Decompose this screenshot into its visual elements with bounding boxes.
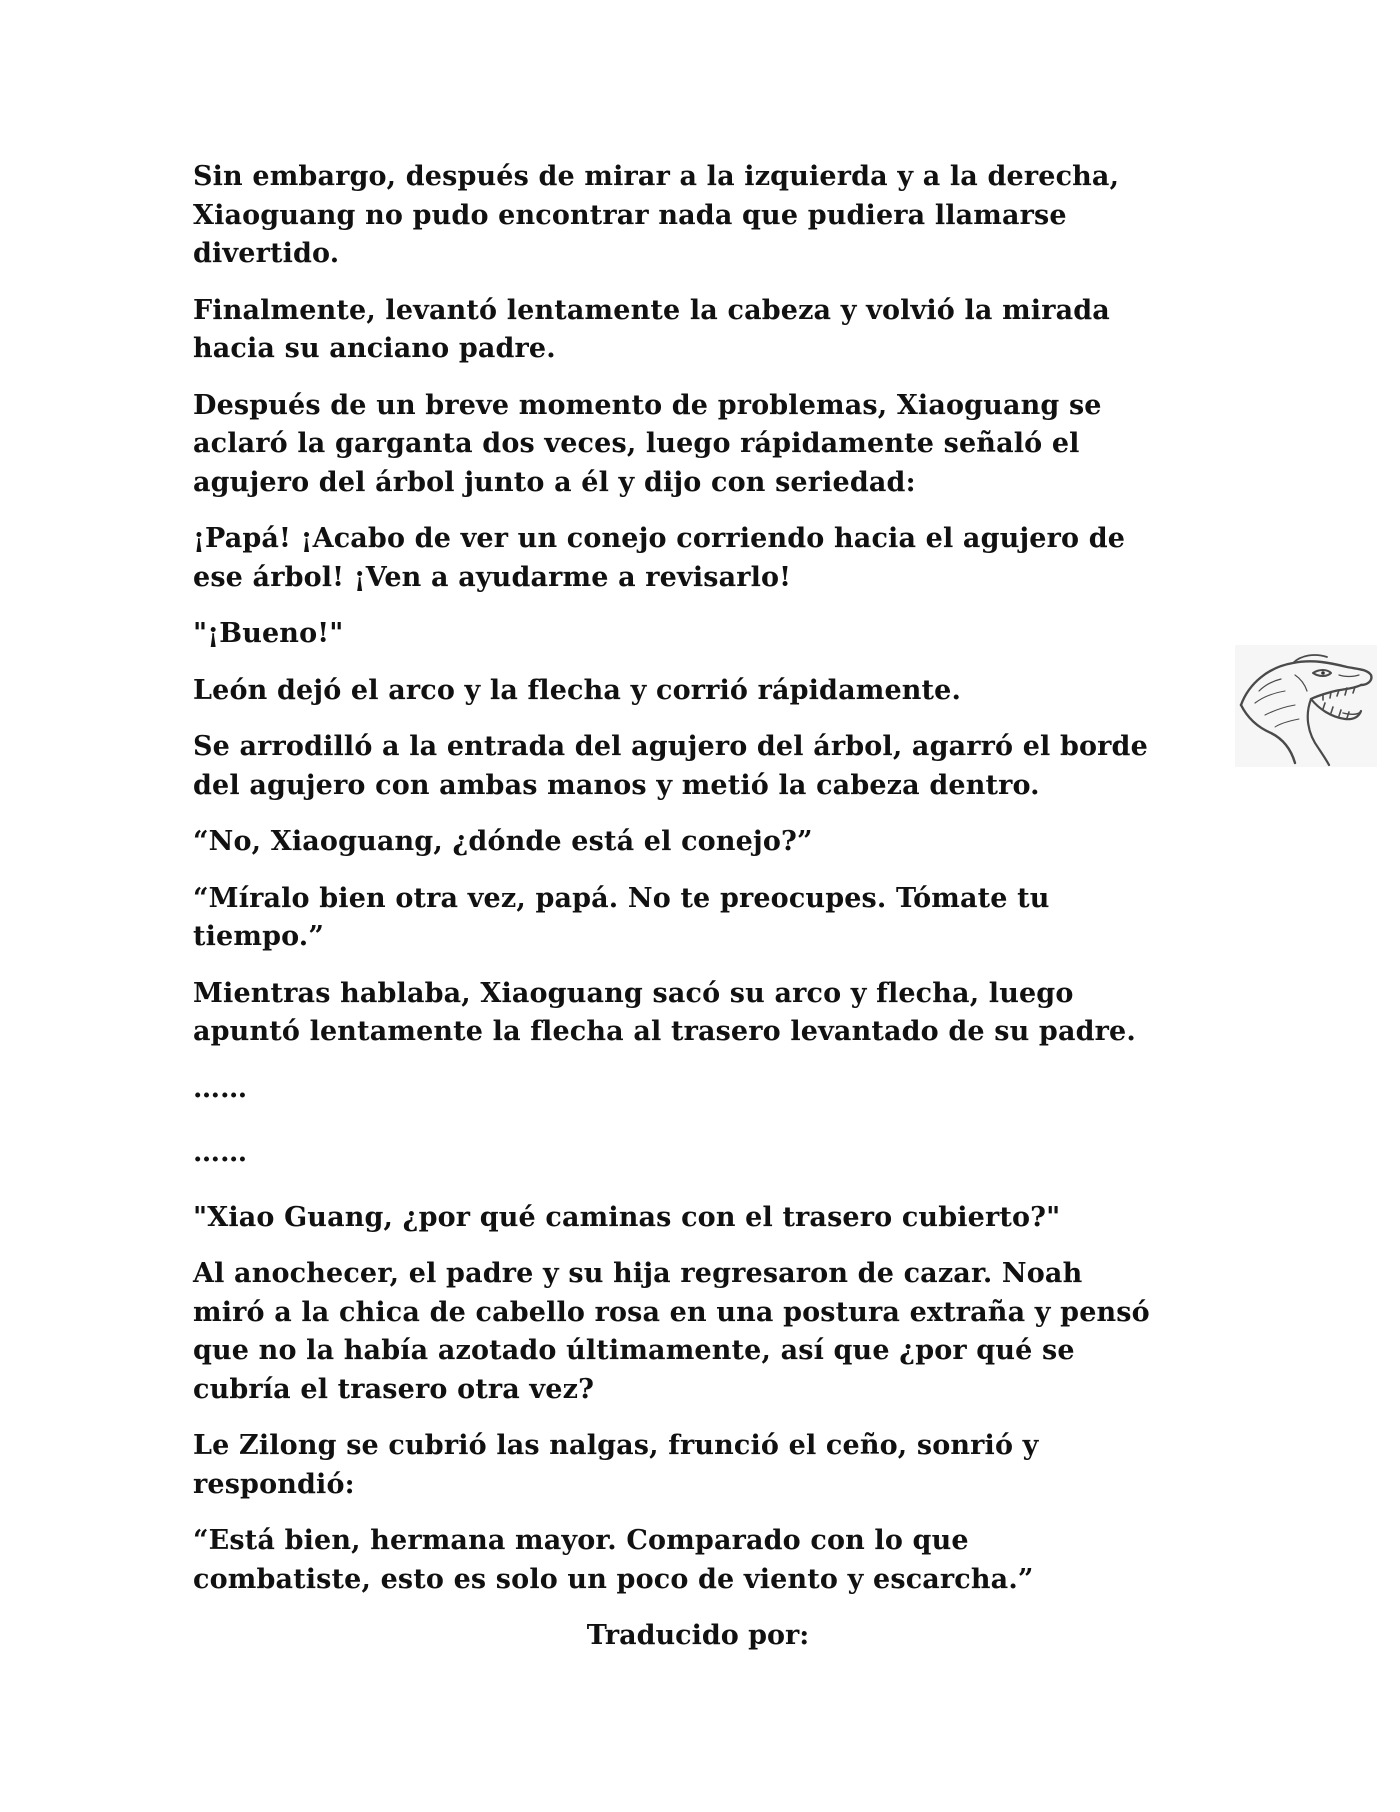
translator-credit: Traducido por: <box>586 1620 810 1651</box>
paragraph: ¡Papá! ¡Acabo de ver un conejo corriendo hacia el agujero de ese árbol! ¡Ven a ayudarme a revisarlo! <box>193 523 1126 593</box>
paragraph: Se arrodilló a la entrada del agujero del árbol, agarró el borde del agujero con ambas manos y metió la cabeza dentro. <box>193 731 1148 801</box>
paragraph: "Xiao Guang, ¿por qué caminas con el trasero cubierto?" <box>193 1201 1061 1233</box>
dinosaur-head-sketch-icon <box>1235 645 1377 767</box>
paragraph: "¡Bueno!" <box>193 618 344 649</box>
paragraph: “Está bien, hermana mayor. Comparado con lo que combatiste, esto es solo un poco de viento y escarcha.” <box>193 1525 1034 1595</box>
paragraph: Mientras hablaba, Xiaoguang sacó su arco y flecha, luego apuntó lentamente la flecha al trasero levantado de su padre. <box>193 977 1136 1047</box>
paragraph: Finalmente, levantó lentamente la cabeza y volvió la mirada hacia su anciano padre. <box>193 294 1110 364</box>
paragraph: León dejó el arco y la flecha y corrió rápidamente. <box>193 674 962 706</box>
document-body <box>193 158 1203 1655</box>
paragraph: Sin embargo, después de mirar a la izquierda y a la derecha, Xiaoguang no pudo encontrar nada que pudiera llamarse divertido. <box>193 161 1120 269</box>
paragraph: “Míralo bien otra vez, papá. No te preocupes. Tómate tu tiempo.” <box>193 882 1050 952</box>
paragraph: Al anochecer, el padre y su hija regresaron de cazar. Noah miró a la chica de cabello rosa en una postura extraña y pensó que no la había azotado últimamente, así que ¿por qué se cubría el trasero otra vez? <box>193 1258 1150 1405</box>
paragraph: Le Zilong se cubrió las nalgas, frunció el ceño, sonrió y respondió: <box>193 1430 1039 1500</box>
ellipsis-separator: …… <box>193 1137 248 1168</box>
paragraph: “No, Xiaoguang, ¿dónde está el conejo?” <box>193 826 813 857</box>
paragraph: Después de un breve momento de problemas, Xiaoguang se aclaró la garganta dos veces, luego rápidamente señaló el agujero del árbol junto a él y dijo con seriedad: <box>193 389 1102 498</box>
ellipsis-separator: …… <box>193 1072 248 1104</box>
